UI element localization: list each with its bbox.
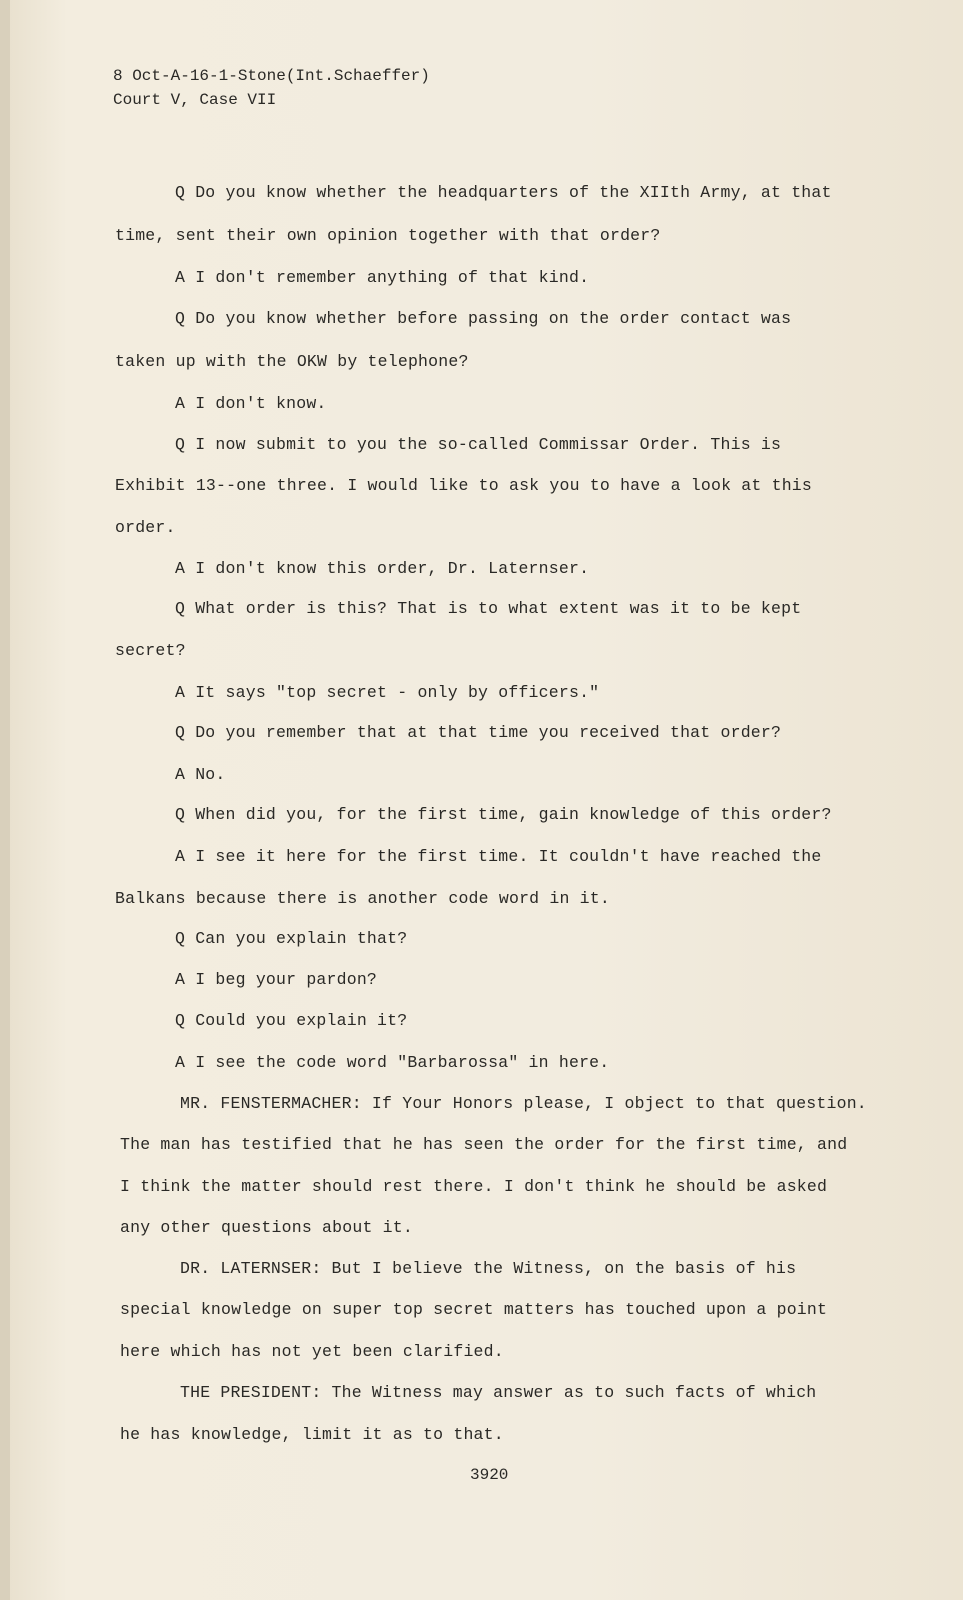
page-number: 3920	[470, 1466, 509, 1484]
transcript-line: A I see the code word "Barbarossa" in here.	[175, 1053, 610, 1072]
transcript-line: Q Do you know whether before passing on the order contact was	[175, 309, 792, 328]
transcript-line: I think the matter should rest there. I don't think he should be asked	[120, 1177, 828, 1196]
transcript-line: Balkans because there is another code word in it.	[115, 889, 610, 908]
transcript-line: Q Could you explain it?	[175, 1011, 408, 1030]
transcript-line: A I beg your pardon?	[175, 970, 378, 989]
transcript-line: A No.	[175, 765, 226, 784]
transcript-line: special knowledge on super top secret matters has touched upon a point	[120, 1300, 828, 1319]
transcript-line: order.	[115, 518, 176, 537]
transcript-line: Q I now submit to you the so-called Commissar Order. This is	[175, 435, 782, 454]
transcript-line: here which has not yet been clarified.	[120, 1342, 504, 1361]
transcript-line: A I see it here for the first time. It couldn't have reached the	[175, 847, 822, 866]
transcript-line: A I don't remember anything of that kind.	[175, 268, 590, 287]
transcript-line: A I don't know this order, Dr. Laternser.	[175, 559, 590, 578]
transcript-line: Q When did you, for the first time, gain knowledge of this order?	[175, 805, 832, 824]
transcript-line: MR. FENSTERMACHER: If Your Honors please, I object to that question.	[180, 1094, 867, 1113]
transcript-line: Q Do you remember that at that time you received that order?	[175, 723, 782, 742]
transcript-line: Q What order is this? That is to what extent was it to be kept	[175, 599, 802, 618]
header-reference: 8 Oct-A-16-1-Stone(Int.Schaeffer)	[113, 67, 430, 85]
transcript-line: Exhibit 13--one three. I would like to ask you to have a look at this	[115, 476, 813, 495]
transcript-line: A I don't know.	[175, 394, 327, 413]
transcript-line: The man has testified that he has seen the order for the first time, and	[120, 1135, 848, 1154]
transcript-line: time, sent their own opinion together with that order?	[115, 226, 661, 245]
transcript-line: he has knowledge, limit it as to that.	[120, 1425, 504, 1444]
transcript-line: Q Can you explain that?	[175, 929, 408, 948]
transcript-line: secret?	[115, 641, 186, 660]
transcript-line: any other questions about it.	[120, 1218, 413, 1237]
transcript-line: DR. LATERNSER: But I believe the Witness, on the basis of his	[180, 1259, 797, 1278]
transcript-line: Q Do you know whether the headquarters of the XIIth Army, at that	[175, 183, 832, 202]
transcript-line: A It says "top secret - only by officers."	[175, 683, 600, 702]
transcript-line: THE PRESIDENT: The Witness may answer as to such facts of which	[180, 1383, 817, 1402]
transcript-line: taken up with the OKW by telephone?	[115, 352, 469, 371]
document-header	[113, 64, 430, 112]
header-court-case: Court V, Case VII	[113, 91, 277, 109]
